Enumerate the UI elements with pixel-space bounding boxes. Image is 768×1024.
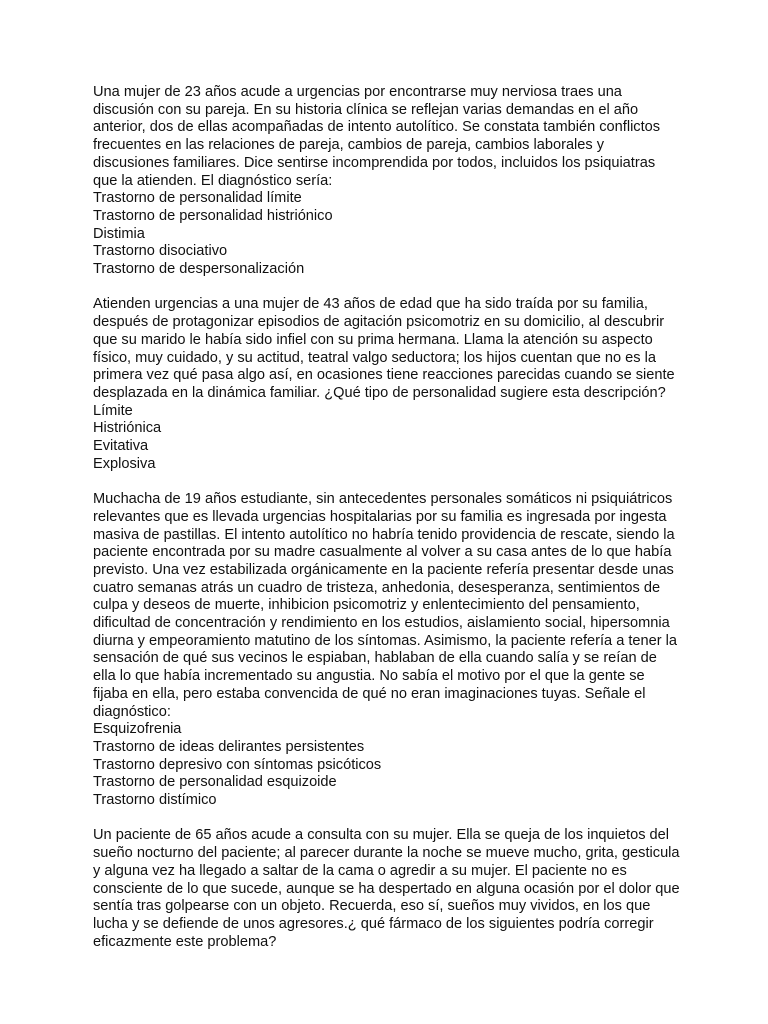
answer-option: Evitativa — [93, 438, 149, 455]
answer-option: Trastorno distímico — [93, 792, 217, 809]
document-page — [93, 84, 683, 969]
answer-option: Trastorno de personalidad histriónico — [93, 207, 333, 224]
question-stem: Un paciente de 65 años acude a consulta con su mujer. Ella se queja de los inquietos del sueño nocturno del paciente; al parecer durante la noche se mueve mucho, grita, gesticula y alguna vez ha llegado a saltar de la cama o agredir a su mujer. El paciente no es consciente de lo que sucede, aunque se ha despertado en alguna ocasión por el dolor que sentía tras golpearse con un objeto. Recuerda, eso sí, sueños muy vividos, en los que lucha y se defiende de unos agresores.¿ qué fármaco de los siguientes podría corregir eficazmente este problema? — [93, 827, 680, 950]
answer-option: Histriónica — [93, 420, 162, 437]
answer-option: Trastorno de personalidad esquizoide — [93, 774, 337, 791]
question-stem: Muchacha de 19 años estudiante, sin antecedentes personales somáticos ni psiquiátricos relevantes que es llevada urgencias hospitalarias por su familia es ingresada por ingesta masiva de pastillas. El intento autolítico no habría tenido providencia de rescate, siendo la paciente encontrada por su madre casualmente al volver a su casa antes de lo que había previsto. Una vez estabilizada orgánicamente en la paciente refería presentar desde unas cuatro semanas atrás un cuadro de tristeza, anhedonia, desesperanza, sentimientos de culpa y deseos de muerte, inhibicion psicomotriz y enlentecimiento del pensamiento, dificultad de concentración y rendimiento en los estudios, aislamiento social, hipersomnia diurna y empeoramiento matutino de los síntomas. Asimismo, la paciente refería a tener la sensación de qué sus vecinos le espiaban, hablaban de ella cuando salía y se reían de ella lo que había incrementado su angustia. No sabía el motivo por el que la gente se fijaba en ella, pero estaba convencida de qué no eran imaginaciones tuyas. Señale el diagnóstico: — [93, 491, 678, 720]
question-3 — [93, 491, 683, 810]
question-stem: Atienden urgencias a una mujer de 43 años de edad que ha sido traída por su familia, después de protagonizar episodios de agitación psicomotriz en su domicilio, al descubrir que su marido le había sido infiel con su prima hermana. Llama la atención su aspecto físico, muy cuidado, y su actitud, teatral valgo seductora; los hijos cuentan que no es la primera vez qué pasa algo así, en ocasiones tiene reacciones parecidas cuando se siente desplazada en la dinámica familiar. ¿Qué tipo de personalidad sugiere esta descripción? — [93, 296, 675, 401]
question-4 — [93, 827, 683, 951]
question-2 — [93, 296, 683, 473]
answer-option: Distimia — [93, 225, 145, 242]
answer-option: Límite — [93, 402, 133, 419]
question-1 — [93, 84, 683, 279]
answer-options — [93, 721, 683, 810]
question-stem: Una mujer de 23 años acude a urgencias por encontrarse muy nerviosa traes una discusión con su pareja. En su historia clínica se reflejan varias demandas en el año anterior, dos de ellas acompañadas de intento autolítico. Se constata también conflictos frecuentes en las relaciones de pareja, cambios de pareja, cambios laborales y discusiones familiares. Dice sentirse incomprendida por todos, incluidos los psiquiatras que la atienden. El diagnóstico sería: — [93, 84, 661, 189]
answer-option: Trastorno de personalidad límite — [93, 190, 302, 207]
answer-option: Trastorno disociativo — [93, 243, 228, 260]
answer-option: Trastorno de despersonalización — [93, 261, 305, 278]
answer-option: Explosiva — [93, 455, 156, 472]
answer-option: Trastorno depresivo con síntomas psicóticos — [93, 756, 382, 773]
answer-options — [93, 403, 683, 474]
answer-option: Esquizofrenia — [93, 721, 182, 738]
answer-options — [93, 190, 683, 279]
answer-option: Trastorno de ideas delirantes persistentes — [93, 738, 365, 755]
